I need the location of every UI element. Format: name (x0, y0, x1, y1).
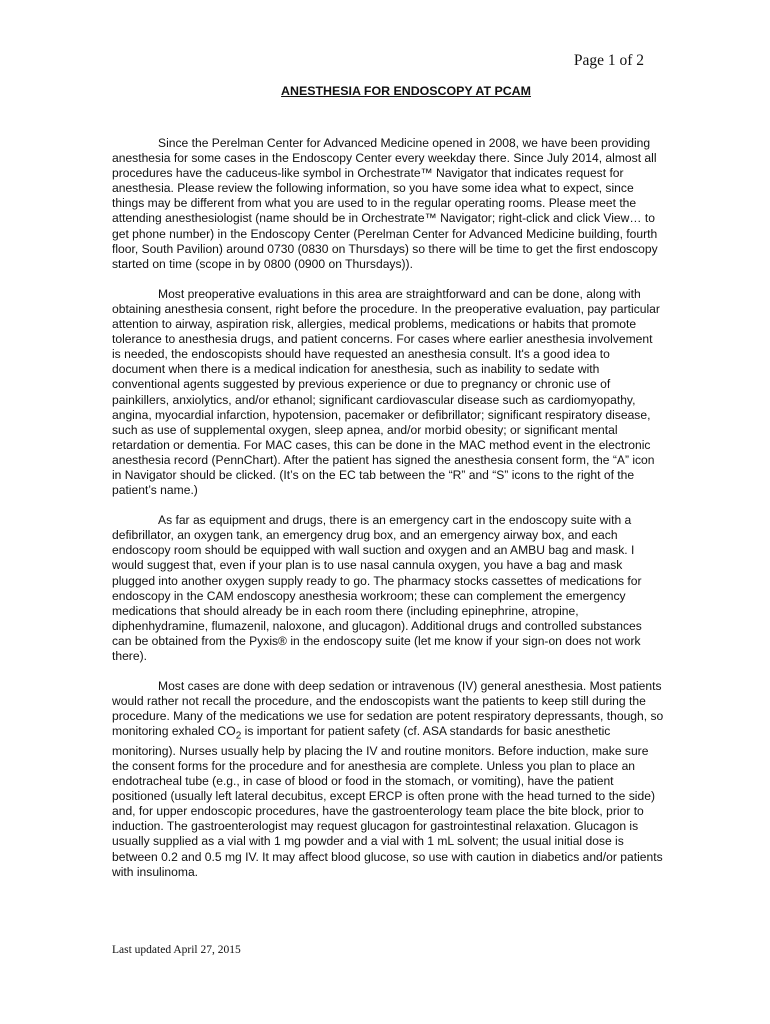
paragraph-intro: Since the Perelman Center for Advanced Medicine opened in 2008, we have been providing anesthesia for some cases in the Endoscopy Center every weekday there. Since July 2014, almost all procedures have the caduceus-like symbol in Orchestrate™ Navigator that indicates request for anesthesia. Please review the following information, so you have some idea what to expect, since things may be different from what you are used to in the regular operating rooms. Please meet the attending anesthesiologist (name should be in Orchestrate™ Navigator; right-click and click View… to get phone number) in the Endoscopy Center (Perelman Center for Advanced Medicine building, fourth floor, South Pavilion) around 0730 (0830 on Thursdays) so there will be time to get the first endoscopy started on time (scope in by 0800 (0900 on Thursdays)). (112, 136, 658, 271)
footer-last-updated: Last updated April 27, 2015 (112, 944, 241, 956)
paragraph-sedation-part-1: Most cases are done with deep sedation or intravenous (IV) general anesthesia. Most patients would rather not recall the procedure, and the endoscopists want the patients to keep still during the procedure. Many of the medications we use for sedation are potent respiratory depressants, though, so monitoring exhaled CO (112, 679, 664, 739)
paragraph-preoperative-evaluation: Most preoperative evaluations in this area are straightforward and can be done, along with obtaining anesthesia consent, right before the procedure. In the preoperative evaluation, pay particular attention to airway, aspiration risk, allergies, medical problems, medications or habits that promote tolerance to anesthesia drugs, and patient concerns. For cases where earlier anesthesia involvement is needed, the endoscopists should have requested an anesthesia consult. It's a good idea to document when there is a medical indication for anesthesia, such as inability to sedate with conventional agents suggested by previous experience or due to pregnancy or chronic use of painkillers, anxiolytics, and/or ethanol; significant cardiovascular disease such as cardiomyopathy, angina, myocardial infarction, hypotension, pacemaker or defibrillator; significant respiratory disease, such as use of supplemental oxygen, sleep apnea, and/or morbid obesity; or significant mental retardation or dementia. For MAC cases, this can be done in the MAC method event in the electronic anesthesia record (PennChart). After the patient has signed the anesthesia consent form, the “A” icon in Navigator should be clicked. (It’s on the EC tab between the “R” and “S” icons to the right of the patient’s name.) (112, 286, 660, 498)
paragraph-sedation (112, 679, 664, 880)
paragraph-sedation-part-2: is important for patient safety (cf. ASA standards for basic anesthetic monitoring). Nurses usually help by placing the IV and routine monitors. Before induction, make sure the consent forms for the procedure and for anesthesia are complete. Unless you plan to place an endotracheal tube (e.g., in case of blood or food in the stomach, or vomiting), have the patient positioned (usually left lateral decubitus, except ERCP is often prone with the head turned to the side) and, for upper endoscopic procedures, have the gastroenterology team place the bite block, prior to induction. The gastroenterologist may request glucagon for gastrointestinal relaxation. Glucagon is usually supplied as a vial with 1 mg powder and a vial with 1 mL solvent; the usual initial dose is between 0.2 and 0.5 mg IV. It may affect blood glucose, so use with caution in diabetics and/or patients with insulinoma. (112, 724, 663, 879)
page-number: Page 1 of 2 (573, 52, 644, 69)
co2-subscript: 2 (235, 730, 242, 742)
document-title: ANESTHESIA FOR ENDOSCOPY AT PCAM (281, 84, 531, 98)
paragraph-equipment-and-drugs: As far as equipment and drugs, there is an emergency cart in the endoscopy suite with a defibrillator, an oxygen tank, an emergency drug box, and an emergency airway box, and each endoscopy room should be equipped with wall suction and oxygen and an AMBU bag and mask. I would suggest that, even if your plan is to use nasal cannula oxygen, you have a bag and mask plugged into another oxygen supply ready to go. The pharmacy stocks cassettes of medications for endoscopy in the CAM endoscopy anesthesia workroom; these can complement the emergency medications that should already be in each room there (including epinephrine, atropine, diphenhydramine, flumazenil, naloxone, and glucagon). Additional drugs and controlled substances can be obtained from the Pyxis® in the endoscopy suite (let me know if your sign-on does not work there). (112, 513, 642, 663)
document-body (112, 136, 664, 895)
